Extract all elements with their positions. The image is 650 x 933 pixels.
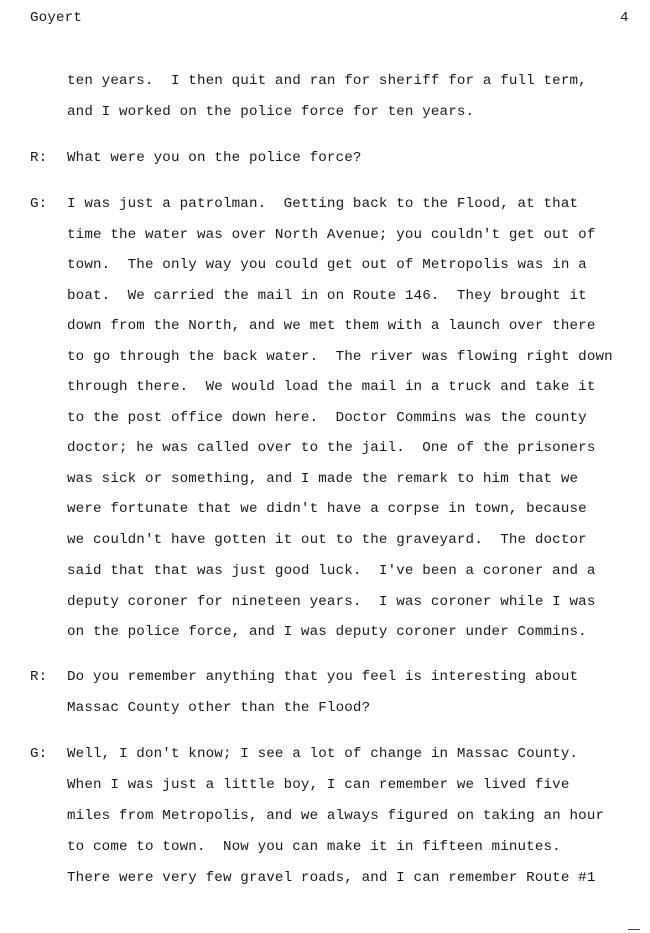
paragraph-line: I was just a patrolman. Getting back to the Flood, at that bbox=[67, 196, 579, 212]
speaker-label: R: bbox=[30, 150, 48, 166]
paragraph-line: ten years. I then quit and ran for sheriff for a full term, bbox=[67, 73, 587, 89]
paragraph-line: on the police force, and I was deputy coroner under Commins. bbox=[67, 624, 587, 640]
paragraph-line: were fortunate that we didn't have a corpse in town, because bbox=[67, 501, 587, 517]
corner-mark bbox=[628, 929, 640, 930]
paragraph-line: down from the North, and we met them with a launch over there bbox=[67, 318, 596, 334]
paragraph-line: When I was just a little boy, I can remember we lived five bbox=[67, 777, 570, 793]
paragraph-line: Well, I don't know; I see a lot of change in Massac County. bbox=[67, 746, 579, 762]
paragraph-line: miles from Metropolis, and we always figured on taking an hour bbox=[67, 808, 605, 824]
paragraph-line: we couldn't have gotten it out to the graveyard. The doctor bbox=[67, 532, 587, 548]
paragraph-line: Massac County other than the Flood? bbox=[67, 700, 371, 716]
paragraph-line: was sick or something, and I made the remark to him that we bbox=[67, 471, 579, 487]
paragraph-line: Do you remember anything that you feel is interesting about bbox=[67, 669, 579, 685]
paragraph-line: and I worked on the police force for ten years. bbox=[67, 104, 475, 120]
paragraph-line: town. The only way you could get out of Metropolis was in a bbox=[67, 257, 587, 273]
paragraph-line: to the post office down here. Doctor Commins was the county bbox=[67, 410, 587, 426]
page-number: 4 bbox=[620, 10, 629, 26]
paragraph-line: There were very few gravel roads, and I can remember Route #1 bbox=[67, 870, 596, 886]
paragraph-line: to go through the back water. The river was flowing right down bbox=[67, 349, 613, 365]
paragraph-line: boat. We carried the mail in on Route 146. They brought it bbox=[67, 288, 587, 304]
speaker-label: G: bbox=[30, 746, 48, 762]
paragraph-line: doctor; he was called over to the jail. One of the prisoners bbox=[67, 440, 596, 456]
paragraph-line: to come to town. Now you can make it in fifteen minutes. bbox=[67, 839, 561, 855]
speaker-label: G: bbox=[30, 196, 48, 212]
paragraph-line: said that that was just good luck. I've been a coroner and a bbox=[67, 563, 596, 579]
paragraph-line: through there. We would load the mail in a truck and take it bbox=[67, 379, 596, 395]
header-name: Goyert bbox=[30, 10, 82, 26]
paragraph-line: time the water was over North Avenue; you couldn't get out of bbox=[67, 227, 596, 243]
speaker-label: R: bbox=[30, 669, 48, 685]
paragraph-line: What were you on the police force? bbox=[67, 150, 362, 166]
paragraph-line: deputy coroner for nineteen years. I was coroner while I was bbox=[67, 594, 596, 610]
